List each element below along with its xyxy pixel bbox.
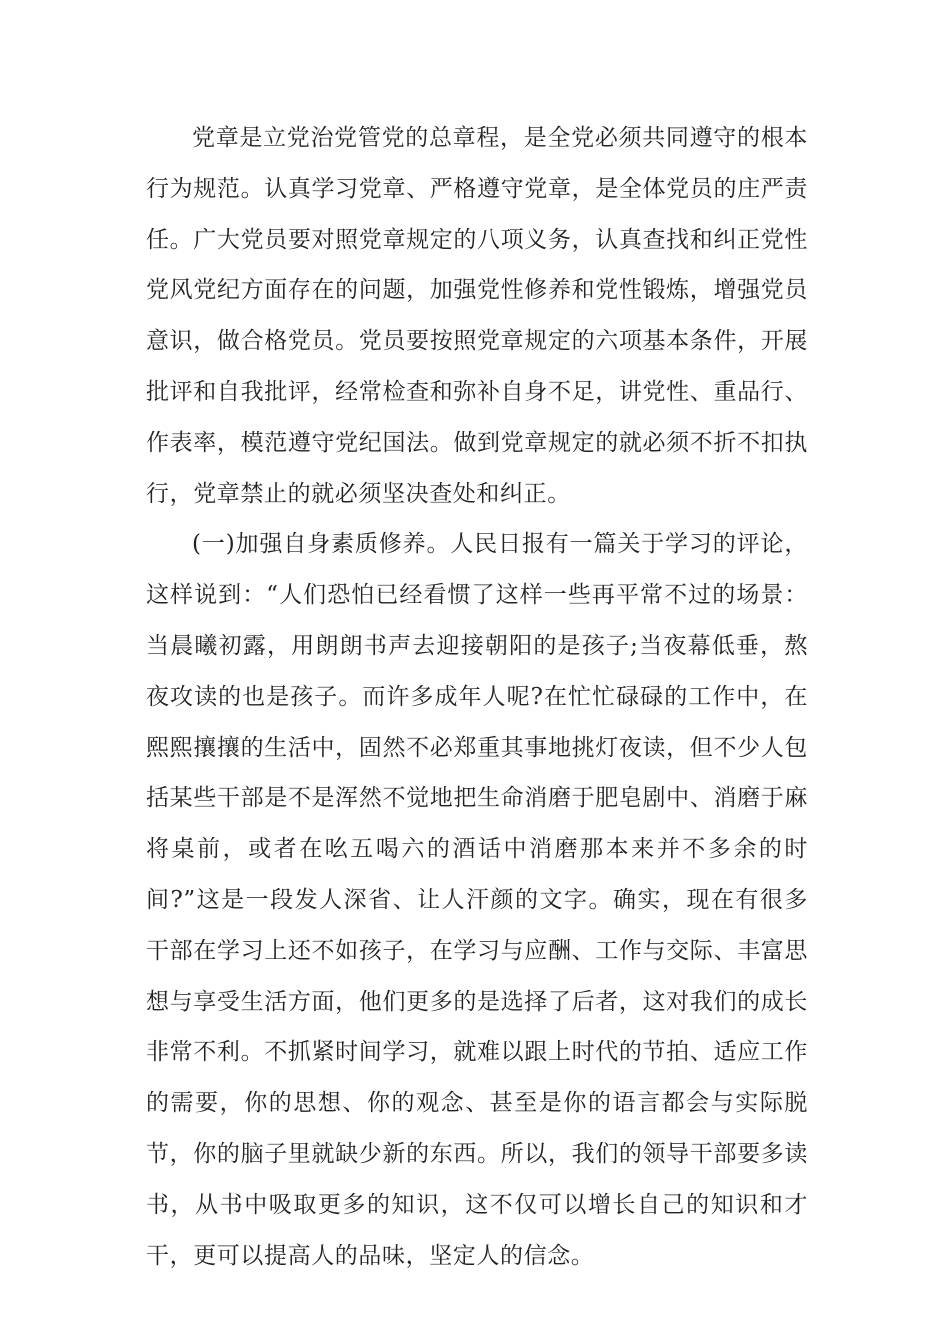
paragraph-self-cultivation: (一)加强自身素质修养。人民日报有一篇关于学习的评论，这样说到：“人们恐怕已经看惯了这样一些再平常不过的场景：当晨曦初露，用朗朗书声去迎接朝阳的是孩子;当夜幕低垂，熬夜攻读的也是孩子。而许多成年人呢?在忙忙碌碌的工作中，在熙熙攘攘的生活中，固然不必郑重其事地挑灯夜读，但不少人包括某些干部是不是浑然不觉地把生命消磨于肥皂剧中、消磨于麻将桌前，或者在吆五喝六的酒话中消磨那本来并不多余的时间?”这是一段发人深省、让人汗颜的文字。确实，现在有很多干部在学习上还不如孩子，在学习与应酬、工作与交际、丰富思想与享受生活方面，他们更多的是选择了后者，这对我们的成长非常不利。不抓紧时间学习，就难以跟上时代的节拍、适应工作的需要，你的思想、你的观念、甚至是你的语言都会与实际脱节，你的脑子里就缺少新的东西。所以，我们的领导干部要多读书，从书中吸取更多的知识，这不仅可以增长自己的知识和才干，更可以提高人的品味，坚定人的信念。 xyxy=(146,531,808,1269)
document-body xyxy=(146,113,808,1281)
paragraph-party-constitution: 党章是立党治党管党的总章程，是全党必须共同遵守的根本行为规范。认真学习党章、严格遵守党章，是全体党员的庄严责任。广大党员要对照党章规定的八项义务，认真查找和纠正党性党风党纪方面存在的问题，加强党性修养和党性锻炼，增强党员意识，做合格党员。党员要按照党章规定的六项基本条件，开展批评和自我批评，经常检查和弥补自身不足，讲党性、重品行、作表率，模范遵守党纪国法。做到党章规定的就必须不折不扣执行，党章禁止的就必须坚决查处和纠正。 xyxy=(146,125,808,507)
